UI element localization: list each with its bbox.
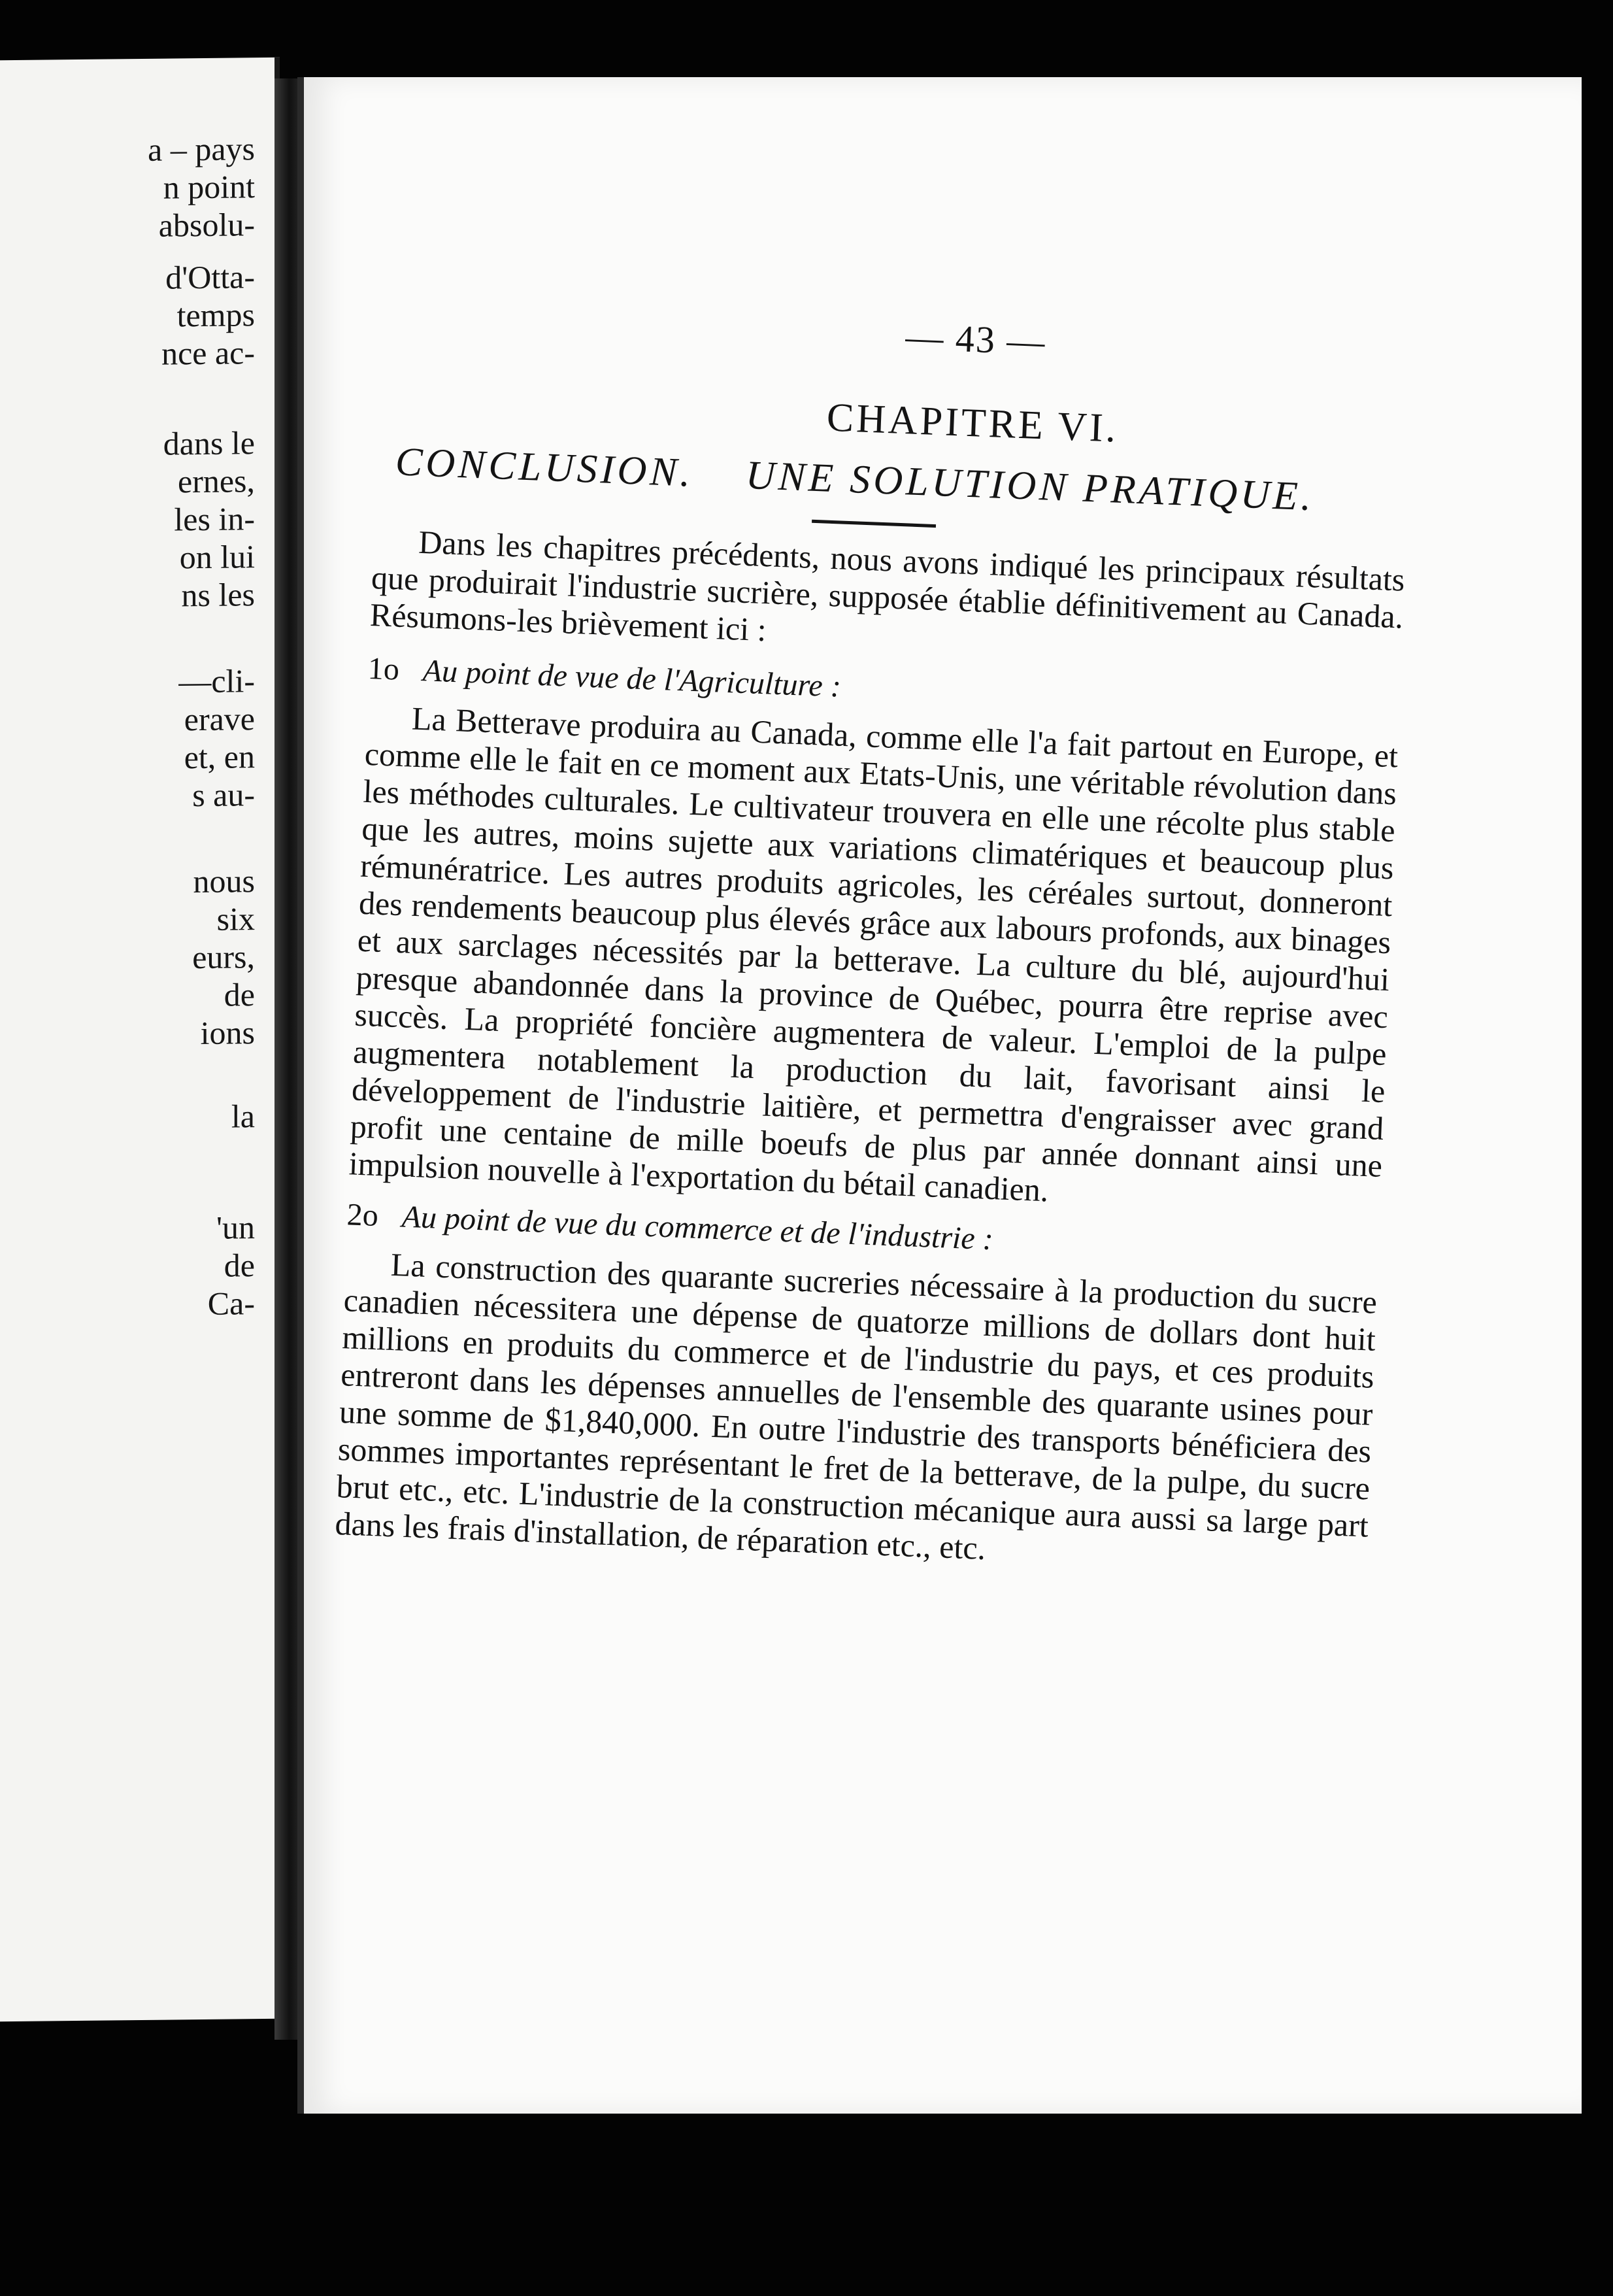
title-rule bbox=[812, 520, 936, 528]
facing-page-left bbox=[0, 58, 280, 2021]
page-number: — 43 — bbox=[905, 315, 1047, 363]
page-content bbox=[297, 293, 1414, 1582]
section-2-title: Au point de vue du commerce et de l'industrie : bbox=[401, 1199, 994, 1257]
left-text-line: ernes, bbox=[178, 462, 255, 500]
left-text-line: ns les bbox=[181, 576, 255, 614]
left-text-line: a – pays bbox=[148, 130, 255, 168]
section-2-paragraph: La construction des quarante sucreries nécessaire à la production du sucre canadien nécessitera une dépense de quatorze millions de dollars dont huit millions en produits du commerce et de l'industrie du pays, et ces produits entreront dans les dépenses annuelles de l'ensemble des quarante usines pour une somme de $1,840,000. En outre l'industrie des transports bénéficiera des sommes importantes représentant le fret de la betterave, de la pulpe, du sucre brut etc., etc. L'industrie de la construction mécanique aura aussi sa large part dans les frais d'installation, de réparation etc., etc. bbox=[334, 1245, 1378, 1567]
left-text-line: les in- bbox=[174, 500, 255, 538]
intro-paragraph: Dans les chapitres précédents, nous avons indiqué les principaux résultats que produirait l'industrie sucrière, supposée établie définitivement au Canada. Résumons-les brièvement ici : bbox=[369, 523, 1406, 649]
book-spine bbox=[274, 78, 299, 2040]
left-text-line: erave bbox=[184, 700, 255, 738]
left-text-line: et, en bbox=[184, 738, 255, 776]
left-text-line: d'Otta- bbox=[165, 258, 255, 296]
left-text-line: ions bbox=[200, 1014, 255, 1052]
left-text-line: six bbox=[216, 900, 255, 937]
left-text-line: 'un bbox=[216, 1209, 255, 1246]
left-text-line: nce ac- bbox=[161, 334, 255, 372]
chapter-title: CHAPITRE VI. bbox=[825, 395, 1120, 451]
left-text-line: dans le bbox=[163, 424, 255, 462]
left-text-line: n point bbox=[163, 168, 255, 206]
left-text-line: eurs, bbox=[192, 938, 255, 976]
book-page bbox=[297, 77, 1582, 2114]
left-text-line: —cli- bbox=[178, 662, 255, 700]
section-1-paragraph: La Betterave produira au Canada, comme elle l'a fait partout en Europe, et comme elle le fait en ce moment aux Etats-Unis, une véritable révolution dans les méthodes culturales. Le cultivateur trouvera en elle une récolte plus stable que les autres, moins sujette aux variations climatériques et beaucoup plus rémunératrice. Les autres produits agricoles, les céréales surtout, donneront des rendements beaucoup plus élevés grâce aux labours profonds, aux binages et aux sarclages nécessités par la betterave. La culture du blé, aujourd'hui presque abandonnée dans la province de Québec, pourra être reprise avec succès. La propriété foncière augmentera de valeur. L'emploi de la pulpe augmentera notablement la production du lait, favorisant ainsi le développement de l'industrie laitière, et permettra d'engraisser avec grand profit une centaine de mille boeufs de plus par année donnant ainsi une impulsion nouvelle à l'exportation du bétail canadien. bbox=[348, 700, 1399, 1209]
left-text-line: absolu- bbox=[158, 206, 255, 244]
left-text-line: de bbox=[224, 1247, 255, 1284]
section-1-number: 1o bbox=[367, 650, 400, 687]
section-2-number: 2o bbox=[346, 1197, 379, 1234]
left-text-line: on lui bbox=[179, 538, 255, 576]
subtitle-conclusion: CONCLUSION. bbox=[394, 439, 695, 496]
left-text-line: nous bbox=[193, 862, 255, 900]
left-text-line: s au- bbox=[192, 776, 255, 814]
left-text-line: de bbox=[224, 976, 255, 1013]
section-1-title: Au point de vue de l'Agriculture : bbox=[422, 653, 842, 704]
subtitle-solution: UNE SOLUTION PRATIQUE. bbox=[744, 452, 1316, 520]
left-text-line: Ca- bbox=[207, 1285, 255, 1322]
left-text-line: la bbox=[231, 1098, 255, 1135]
left-text-line: temps bbox=[176, 296, 255, 334]
